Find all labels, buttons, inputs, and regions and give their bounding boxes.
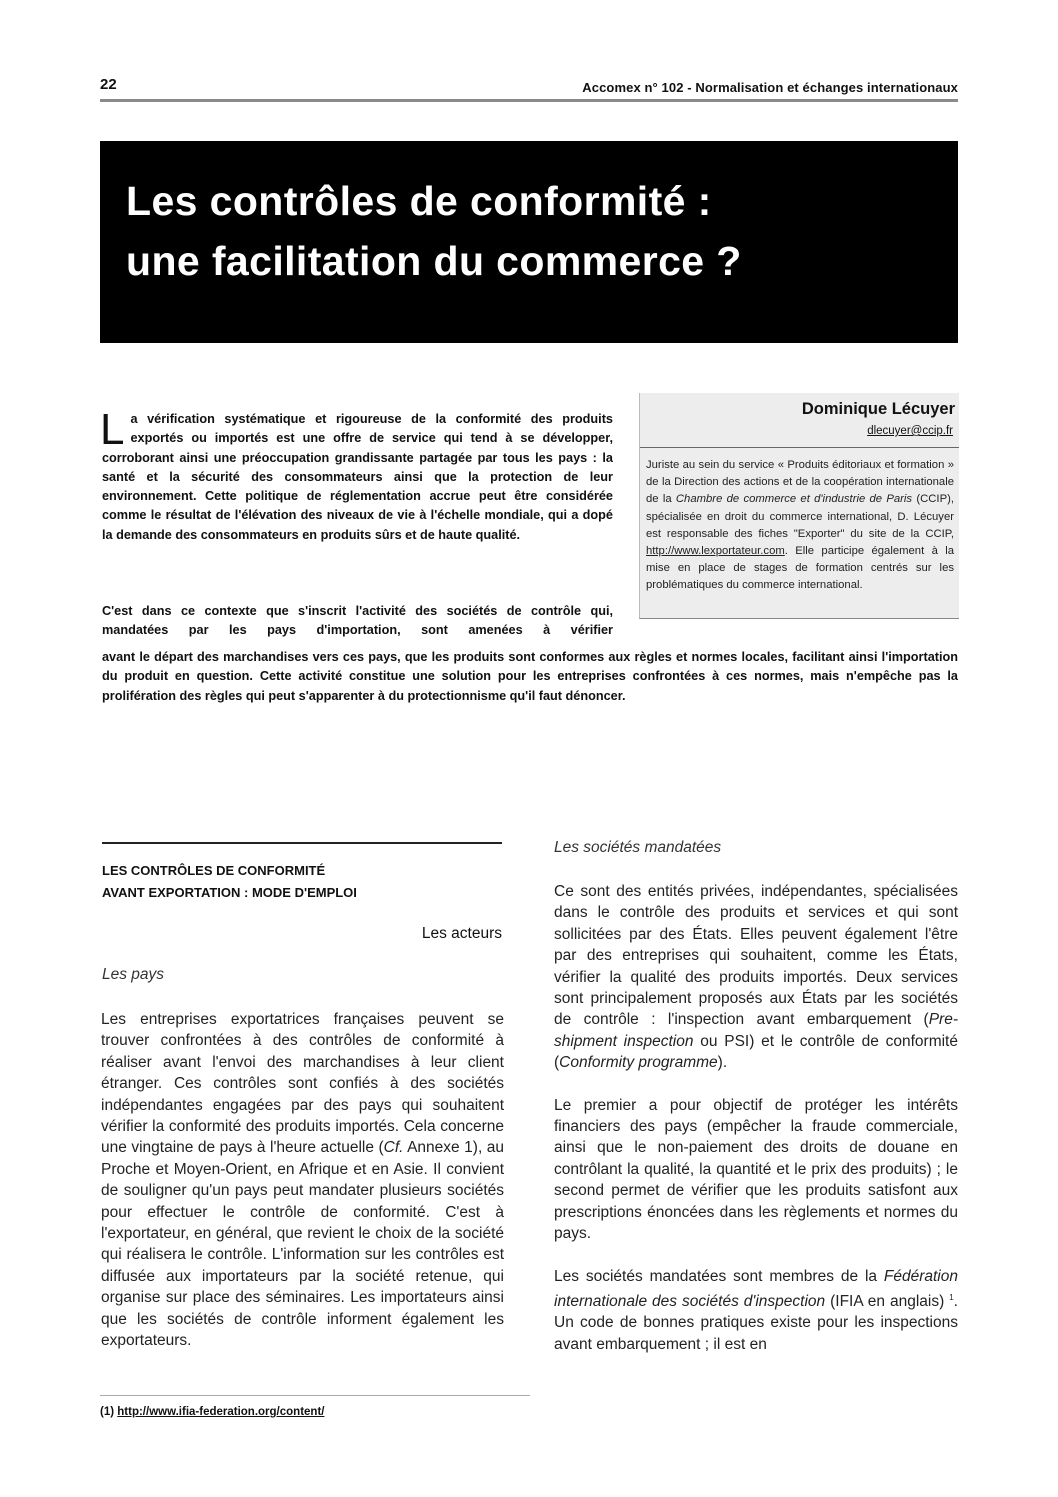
societes-paragraph-2: Le premier a pour objectif de protéger les intérêts financiers des pays (empêcher la fraude commerciale, ainsi que le non-paiement des droits de douane en contrôlant la qualité, la quantité et le prix des produits) ; le second permet de vérifier que les produits satisfont aux prescriptions énoncées dans les règlements et normes du pays. <box>554 1096 958 1243</box>
title-banner <box>100 141 958 343</box>
pays-paragraph <box>101 1009 504 1352</box>
footnote-ref[interactable]: 1 <box>949 1292 954 1302</box>
societes-p1-a: Ce sont des entités privées, indépendantes, spécialisées dans le contrôle des produits et services et qui sont sollicitées par des États. Elles peuvent également l'être par des entreprises qui souhaitent, comme les États, vérifier la qualité des produits importés. Deux services sont principalement proposés aux États par les sociétés de contrôle : l'inspection avant embarquement ( <box>554 883 958 1029</box>
body-column-right <box>554 881 958 1355</box>
intro-paragraph-2-start: C'est dans ce contexte que s'inscrit l'activité des sociétés de contrôle qui, mandatées par les pays d'importation, sont amenées à vérifier <box>102 604 613 638</box>
section-rule <box>102 842 502 844</box>
author-bio-text-2: (CCIP), spécialisée en droit du commerce international, D. Lécuyer est responsable des fiches "Exporter" du site de la CCIP, <box>646 493 955 540</box>
pays-cf: Cf. <box>383 1139 404 1157</box>
footnote-number: (1) <box>100 1406 115 1418</box>
footnote-link[interactable]: http://www.ifia-federation.org/content/ <box>117 1406 325 1418</box>
author-name: Dominique Lécuyer <box>801 400 955 418</box>
article-title-line-2: une facilitation du commerce ? <box>126 238 742 284</box>
header-rule <box>100 99 958 102</box>
drop-cap: L <box>100 405 125 454</box>
intro-paragraph-1-text: a vérification systématique et rigoureuse de la conformité des produits exportés ou importés est une offre de service qui tend à se développer, corroborant ainsi une préoccupation grandissante partagée par tous les pays : la santé et la sécurité des consommateurs ainsi que la protection de leur environnement. Cette politique de réglementation accrue peut être considérée comme le résultat de l'élévation des niveaux de vie à l'échelle mondiale, qui a dopé la demande des consommateurs en produits sûrs et de haute qualité. <box>102 412 613 542</box>
section-heading-line-1: LES CONTRÔLES DE CONFORMITÉ <box>102 863 326 878</box>
societes-p3-italic: Fédération internationale des sociétés d'inspection <box>554 1267 958 1311</box>
section-heading-line-2: AVANT EXPORTATION : MODE D'EMPLOI <box>102 885 357 900</box>
subheading-pays: Les pays <box>102 966 165 983</box>
page-number: 22 <box>100 76 117 93</box>
societes-p3-c: . Un code de bonnes pratiques existe pour les inspections avant embarquement ; il est en <box>554 1293 958 1353</box>
author-bio-link[interactable]: http://www.lexportateur.com <box>646 545 785 558</box>
footnote-rule <box>100 1395 530 1396</box>
section-heading <box>102 860 357 904</box>
subheading-acteurs: Les acteurs <box>421 925 502 942</box>
author-box <box>639 393 959 619</box>
societes-p3-b: (IFIA en anglais) <box>825 1293 950 1311</box>
author-bio-italic: Chambre de commerce et d'industrie de Paris <box>675 493 913 506</box>
author-email-link[interactable]: dlecuyer@ccip.fr <box>867 425 953 437</box>
societes-p1-italic-2: Conformity programme <box>559 1054 718 1072</box>
author-bio-text-3: . Elle participe également à la mise en place de stages de formation centrés sur les problématiques du commerce international. <box>646 545 954 592</box>
article-title-line-1: Les contrôles de conformité : <box>126 178 712 224</box>
pays-text-b: Annexe 1), au Proche et Moyen-Orient, en Afrique et en Asie. Il convient de souligner qu'un pays peut mandater plusieurs sociétés pour effectuer le contrôle de conformité. C'est à l'exportateur, en général, que revient le choix de la société qui réalisera le contrôle. L'information sur les contrôles est diffusée aux importateurs par la société retenue, qui organise sur place des séminaires. Les importateurs ainsi que les sociétés de contrôle informent également les exportateurs. <box>101 1139 504 1350</box>
footnote <box>100 1406 324 1418</box>
societes-paragraph-3 <box>554 1266 958 1356</box>
societes-p3-a: Les sociétés mandatées sont membres de la <box>554 1267 884 1285</box>
intro-paragraph-1 <box>100 405 613 545</box>
author-bio-text-1: Juriste au sein du service « Produits éditoriaux et formation » de la Direction des actions et de la coopération internationale de la <box>646 459 954 506</box>
societes-p1-italic-1: Pre-shipment inspection <box>554 1011 958 1050</box>
author-bio <box>646 457 954 595</box>
intro-paragraph-2-end: avant le départ des marchandises vers ces pays, que les produits sont conformes aux règles et normes locales, facilitant ainsi l'importation du produit en question. Cette activité constitue une solution pour les entreprises confrontées à ces normes, mais n'empêche pas la prolifération des règles qui peut s'apparenter à du protectionnisme qu'il faut dénoncer. <box>102 650 958 703</box>
author-divider <box>640 447 959 448</box>
body-column-left <box>101 1009 504 1352</box>
page-header <box>100 76 958 100</box>
pays-text-a: Les entreprises exportatrices françaises peuvent se trouver confrontées à des contrôles de conformité à réaliser avant l'envoi des marchandises à leur client étranger. Ces contrôles sont confiés à des sociétés indépendantes engagées par des pays qui souhaitent vérifier la conformité des produits importés. Cela concerne une vingtaine de pays à l'heure actuelle ( <box>101 1011 504 1157</box>
societes-p1-b: ou PSI) et le contrôle de conformité ( <box>554 1032 958 1072</box>
subheading-societes: Les sociétés mandatées <box>554 839 722 856</box>
societes-p1-c: ). <box>717 1054 728 1072</box>
running-head: Accomex n° 102 - Normalisation et échanges internationaux <box>582 80 958 95</box>
societes-paragraph-1 <box>554 881 958 1074</box>
